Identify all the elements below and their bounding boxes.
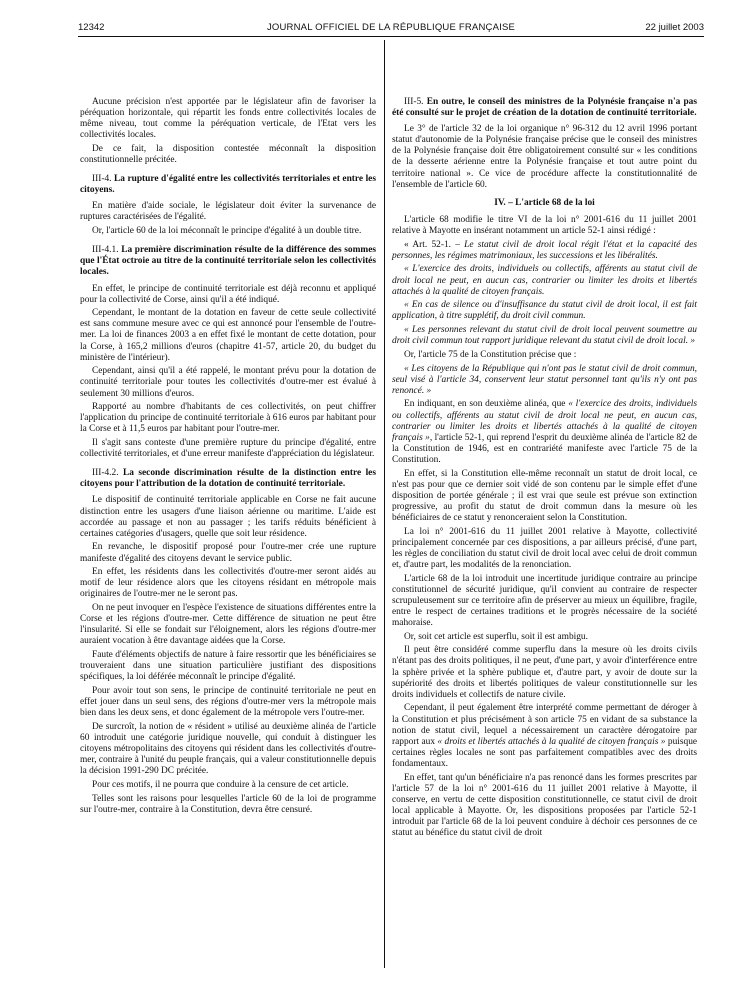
paragraph: Or, l'article 60 de la loi méconnaît le principe d'égalité à un double titre. (92, 226, 362, 237)
section-number: III-4. (92, 174, 112, 185)
section-heading-iii-4 (80, 174, 376, 196)
paragraph: L'article 68 de la loi introduit une incertitude juridique contraire au principe constitutionnel de sécurité juridique, qu'il convient au contraire de respecter scrupuleusement sur ce territoire afin de préserver au mieux un équilibre, fragile, entre le respect de certaines traditions et le progrès nécessaire de la société mahoraise. (392, 573, 697, 628)
text-run: Cependant, il peut également être interprété comme permettant de déroger à la Constitution et plus précisément à son article 75 en vidant de sa substance la notion de statut civil, lequel a nécessairement un caractère dérogatoire par rapport aux (392, 703, 697, 747)
section-heading-iii-4-2 (80, 468, 376, 490)
page-header (78, 22, 704, 40)
paragraph: En effet, si la Constitution elle-même reconnaît un statut de droit local, ce n'est pas pour que ce dernier soit vidé de son contenu par le simple effet d'une disposition de portée générale ; il est vrai que seule est prévue son extinction progressive, au profit du statut de droit commun dans la mesure où les bénéficiaires de ce statut y renonceraient selon la Constitution. (392, 468, 697, 523)
paragraph: En effet, tant qu'un bénéficiaire n'a pas renoncé dans les formes prescrites par l'article 57 de la loi n° 2001-616 du 11 juillet 2001 relative à Mayotte, il conserve, en vertu de cette disposition constitutionnelle, ce statut civil de droit local applicable à Mayotte. Or, les dispositions proposées par l'article 52-1 introduit par l'article 68 de la loi peuvent conduire à déchoir ces personnes de ce statut au bénéfice du statut civil de droit (392, 772, 697, 839)
section-heading-iii-4-1 (80, 245, 376, 278)
text-run: puisque certaines règles locales ne sont pas parfaitement compatibles avec des droits fondamentaux. (392, 736, 698, 769)
paragraph: Il s'agit sans conteste d'une première rupture du principe d'égalité, entre collectivité territoriales, et d'une erreur manifeste d'appréciation du législateur. (80, 438, 376, 460)
article-reference: « Art. 52-1. – (404, 239, 460, 250)
section-title: La seconde discrimination résulte de la distinction entre les citoyens pour l'attribution de la dotation de continuité territoriale. (80, 468, 376, 490)
section-title: En outre, le conseil des ministres de la Polynésie française n'a pas été consulté sur le projet de création de la dotation de continuité territoriale. (392, 97, 698, 119)
text-run: En indiquant, en son deuxième alinéa, que (404, 399, 566, 410)
paragraph: Il peut être considéré comme superflu dans la mesure où les droits civils n'étant pas des droits politiques, il ne peut, d'une part, y avoir d'interférence entre la sphère privée et la sphère publique et, d'autre part, y avoir de doute sur la supériorité des droits et libertés politiques de valeur constitutionnelle sur les droits individuels et collectifs de nature civile. (392, 645, 697, 700)
paragraph: Or, l'article 75 de la Constitution précise que : (404, 349, 577, 360)
section-title: La première discrimination résulte de la différence des sommes que l'État octroie au titre de la continuité territoriale selon les collectivités locales. (80, 245, 376, 278)
quoted-paragraph: « L'exercice des droits, individuels ou collectifs, afférents au statut civil de droit local ne peut, en aucun cas, contrarier ou limiter les droits et libertés attachés à la qualité de citoyen français. (392, 264, 697, 297)
paragraph: Le 3° de l'article 32 de la loi organique n° 96-312 du 12 avril 1996 portant statut d'autonomie de la Polynésie française précise que le conseil des ministres de la Polynésie française doit être obligatoirement consulté sur « les conditions de la desserte aérienne entre la Polynésie française et tout autre point du territoire national ». Ce vice de procédure affecte la constitutionnalité de l'ensemble de l'article 60. (392, 124, 697, 190)
section-number: III-5. (404, 97, 424, 107)
section-heading-iv: IV. – L'article 68 de la loi (494, 197, 595, 208)
publication-date: 22 juillet 2003 (645, 22, 704, 33)
quote-text: Le statut civil de droit local régit l'état et la capacité des personnes, les régimes matrimoniaux, les successions et les libéralités. (392, 239, 698, 261)
paragraph: En effet, le principe de continuité territoriale est déjà reconnu et appliqué pour la collectivité de Corse, ainsi qu'il a été indiqué. (80, 283, 376, 305)
paragraph: Cependant, ainsi qu'il a été rappelé, le montant prévu pour la dotation de continuité territoriale pour toutes les collectivités d'outre-mer est évalué à seulement 30 millions d'euros. (80, 366, 376, 399)
quoted-paragraph (392, 240, 697, 262)
section-title: La rupture d'égalité entre les collectivités territoriales et entre les citoyens. (80, 174, 376, 196)
paragraph: De surcroît, la notion de « résident » utilisé au deuxième alinéa de l'article 60 introduit une catégorie juridique nouvelle, qui conduit à distinguer les citoyens métropolitains des citoyens qui résident dans les collectivités d'outre-mer, contraire à l'unité du peuple français, qui a valeur constitutionnelle depuis la décision 1991-290 DC précitée. (80, 721, 376, 777)
paragraph: Faute d'éléments objectifs de nature à faire ressortir que les bénéficiaires se trouveraient dans une situation particulière justifiant des dispositions spécifiques, la loi déférée méconnaît le principe d'égalité. (80, 650, 376, 683)
text-run: , l'article 52-1, qui reprend l'esprit du deuxième alinéa de l'article 82 de la Constitution de 1946, est en contrariété manifeste avec l'article 75 de la Constitution. (392, 432, 697, 465)
paragraph: Or, soit cet article est superflu, soit il est ambigu. (404, 631, 588, 642)
section-number: III-4.2. (92, 468, 119, 479)
section-heading-iii-5 (392, 97, 697, 119)
paragraph: En matière d'aide sociale, le législateur doit éviter la survenance de ruptures caractérisées de l'égalité. (80, 201, 376, 223)
paragraph (392, 703, 697, 770)
paragraph: En revanche, le dispositif proposé pour l'outre-mer crée une rupture manifeste d'égalité des citoyens devant le service public. (80, 542, 376, 564)
quoted-paragraph: « En cas de silence ou d'insuffisance du statut civil de droit local, il est fait application, à titre supplétif, du droit civil commun. (392, 300, 697, 322)
paragraph: Telles sont les raisons pour lesquelles l'article 60 de la loi de programme sur l'outre-mer, contraire à la Constitution, devra être censuré. (80, 793, 376, 815)
left-column (80, 97, 376, 818)
paragraph: Le dispositif de continuité territoriale applicable en Corse ne fait aucune distinction entre les usagers d'une liaison aérienne ou maritime. L'aide est accordée au passage et non au passager ; les tarifs réduits bénéficient à certaines catégories d'usagers, quelle que soit leur résidence. (80, 495, 376, 539)
quoted-paragraph: « Les citoyens de la République qui n'ont pas le statut civil de droit commun, seul visé à l'article 34, conservent leur statut personnel tant qu'ils n'y ont pas renoncé. » (392, 363, 697, 396)
paragraph: On ne peut invoquer en l'espèce l'existence de situations différentes entre la Corse et les régions d'outre-mer. Cette différence de situation ne peut être l'insularité. Si elle se fondait sur l'éloignement, alors les régions d'outre-mer auraient vocation à être davantage aidées que la Corse. (80, 603, 376, 647)
paragraph: Pour avoir tout son sens, le principe de continuité territoriale ne peut en effet jouer dans un seul sens, des régions d'outre-mer vers la métropole mais bien dans les deux sens, et donc également de la métropole vers l'outre-mer. (80, 685, 376, 719)
paragraph: L'article 68 modifie le titre VI de la loi n° 2001-616 du 11 juillet 2001 relative à Mayotte en insérant notamment un article 52-1 ainsi rédigé : (392, 214, 697, 236)
paragraph: Rapporté au nombre d'habitants de ces collectivités, on peut chiffrer l'application du principe de continuité territoriale à 616 euros par habitant pour la Corse et à 11,5 euros par habitant pour l'outre-mer. (80, 402, 376, 435)
paragraph: La loi n° 2001-616 du 11 juillet 2001 relative à Mayotte, collectivité principalement concernée par ces dispositions, a par ailleurs précisé, d'une part, les règles de conciliation du statut civil de droit local avec celui de droit commun et, d'autre part, les modalités de la renonciation. (392, 526, 697, 570)
paragraph: De ce fait, la disposition contestée méconnaît la disposition constitutionnelle précitée. (80, 143, 376, 166)
quoted-paragraph: « Les personnes relevant du statut civil de droit local peuvent soumettre au droit civil commun tout rapport juridique relevant du statut civil de droit local. » (392, 325, 697, 347)
header-rule (78, 36, 704, 37)
quote-text: « droits et libertés attachés à la qualité de citoyen français » (437, 736, 666, 747)
paragraph: En effet, les résidents dans les collectivités d'outre-mer seront aidés au motif de leur résidence alors que les citoyens résidant en métropole mais originaires de l'outre-mer ne le seront pas. (80, 567, 376, 600)
page-number: 12342 (78, 22, 105, 33)
quote-text: « l'exercice des droits, individuels ou collectifs, afférents au statut civil de droit local ne peut, en aucun cas, contrarier ou limiter les droits et libertés attachés à la qualité de citoyen français » (392, 399, 697, 443)
paragraph (392, 399, 697, 466)
paragraph: Cependant, le montant de la dotation en faveur de cette seule collectivité est sans commune mesure avec ce qui est annoncé pour l'ensemble de l'outre-mer. La loi de finances 2003 a en effet fixé le montant de cette dotation, pour la Corse, à 165,2 millions d'euros (chapitre 41-57, article 20, du budget du ministère de l'intérieur). (80, 308, 376, 363)
paragraph: Pour ces motifs, il ne pourra que conduire à la censure de cet article. (92, 779, 349, 790)
paragraph: Aucune précision n'est apportée par le législateur afin de favoriser la péréquation horizontale, qui répartit les fonds entre collectivités locales de même niveau, tout comme la péréquation verticale, de l'Etat vers les collectivités locales. (80, 97, 376, 141)
section-number: III-4.1. (92, 245, 119, 256)
journal-title: JOURNAL OFFICIEL DE LA RÉPUBLIQUE FRANÇAISE (266, 22, 516, 33)
right-column (392, 97, 697, 842)
column-divider (384, 40, 385, 968)
